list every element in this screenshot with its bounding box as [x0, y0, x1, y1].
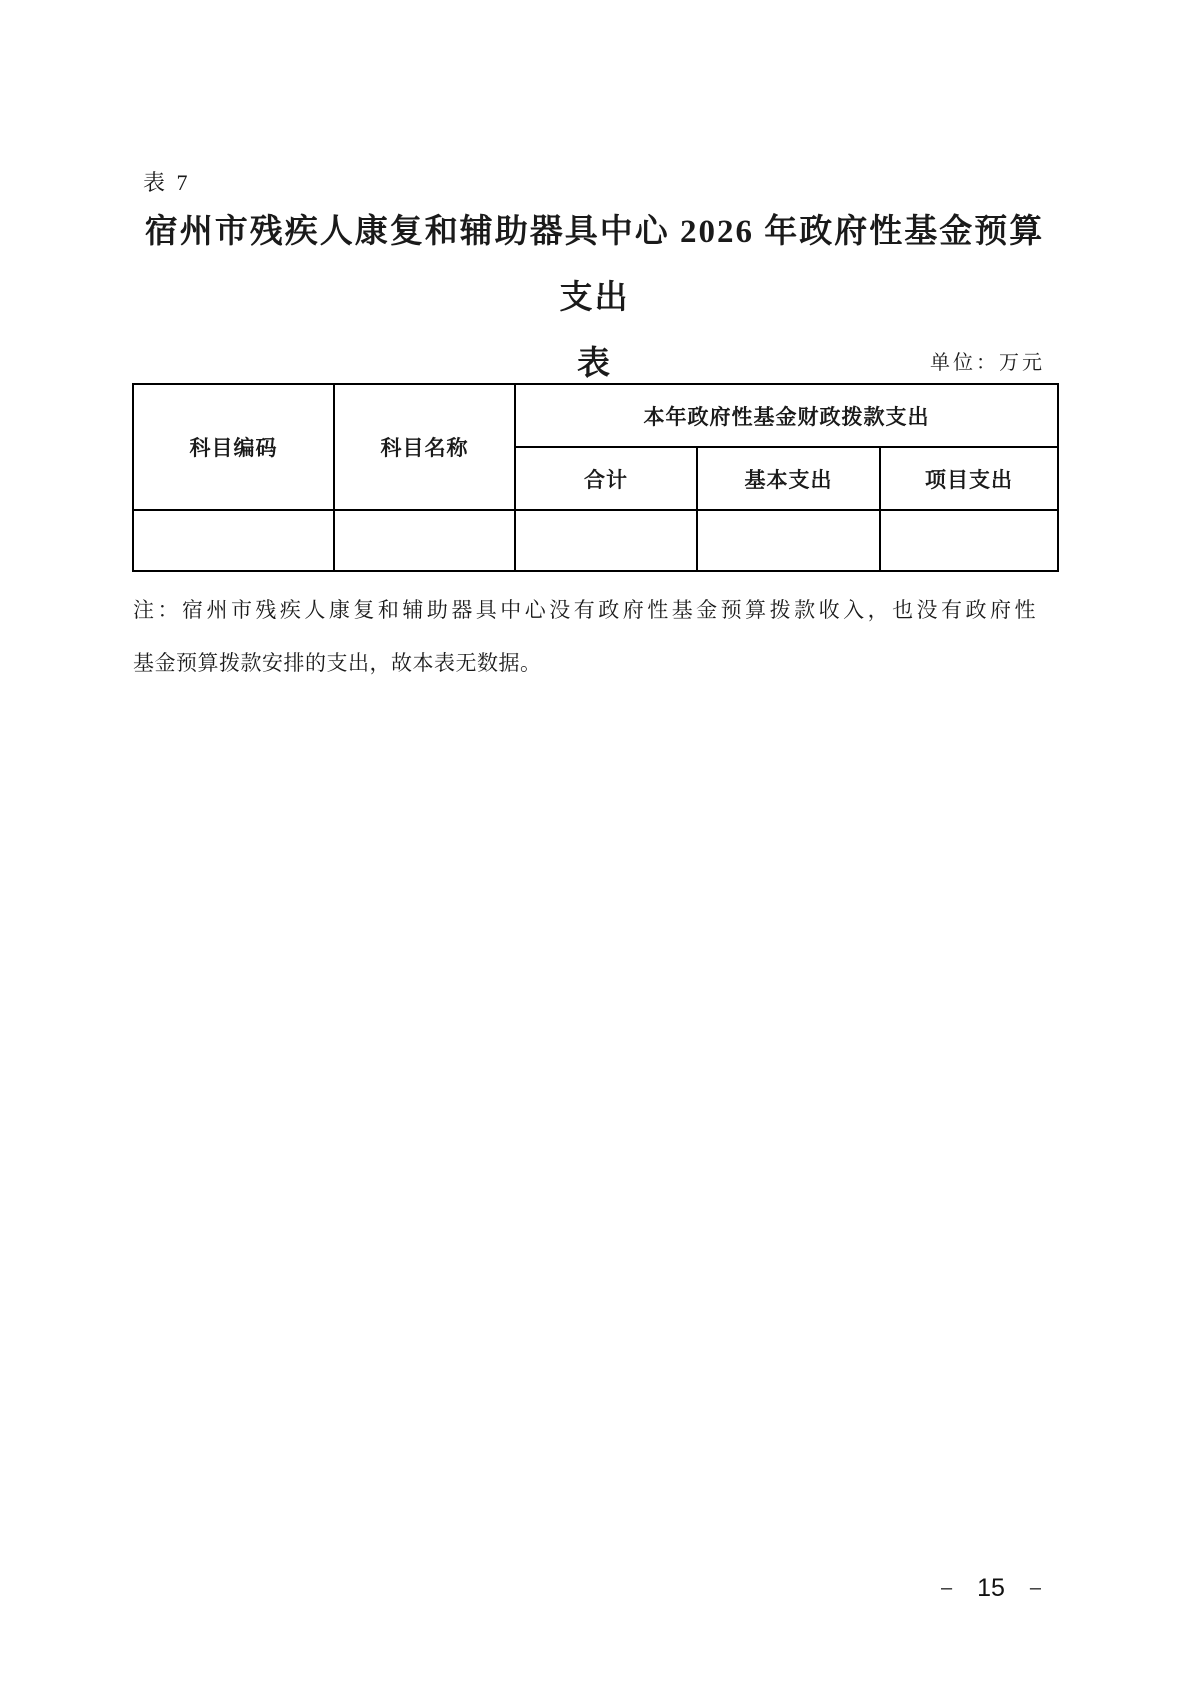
cell-basic-expenditure	[697, 510, 880, 571]
table-row	[133, 510, 1058, 571]
note-line1: 注：宿州市残疾人康复和辅助器具中心没有政府性基金预算拨款收入，也没有政府性	[133, 598, 1036, 622]
cell-project-expenditure	[880, 510, 1058, 571]
page-number: 15	[977, 1573, 1005, 1602]
header-subject-code: 科目编码	[133, 384, 334, 510]
cell-subject-code	[133, 510, 334, 571]
document-title-line1: 宿州市残疾人康复和辅助器具中心 2026 年政府性基金预算支出	[144, 214, 1045, 316]
header-basic-expenditure: 基本支出	[697, 447, 880, 510]
table-number-label: 表 7	[143, 170, 191, 195]
document-title	[132, 199, 1057, 397]
unit-label: 单位：万元	[930, 352, 1045, 374]
document-title-line2: 表	[577, 346, 612, 382]
header-fund-expenditure-group: 本年政府性基金财政拨款支出	[515, 384, 1058, 447]
header-subject-name: 科目名称	[334, 384, 515, 510]
table-note	[133, 584, 1058, 690]
page-dash-right: –	[1029, 1576, 1041, 1599]
cell-total	[515, 510, 697, 571]
cell-subject-name	[334, 510, 515, 571]
header-total: 合计	[515, 447, 697, 510]
header-project-expenditure: 项目支出	[880, 447, 1058, 510]
budget-table	[132, 383, 1059, 572]
page-footer	[941, 1572, 1041, 1604]
note-line2: 基金预算拨款安排的支出，故本表无数据。	[133, 651, 542, 675]
page-dash-left: –	[941, 1576, 953, 1599]
